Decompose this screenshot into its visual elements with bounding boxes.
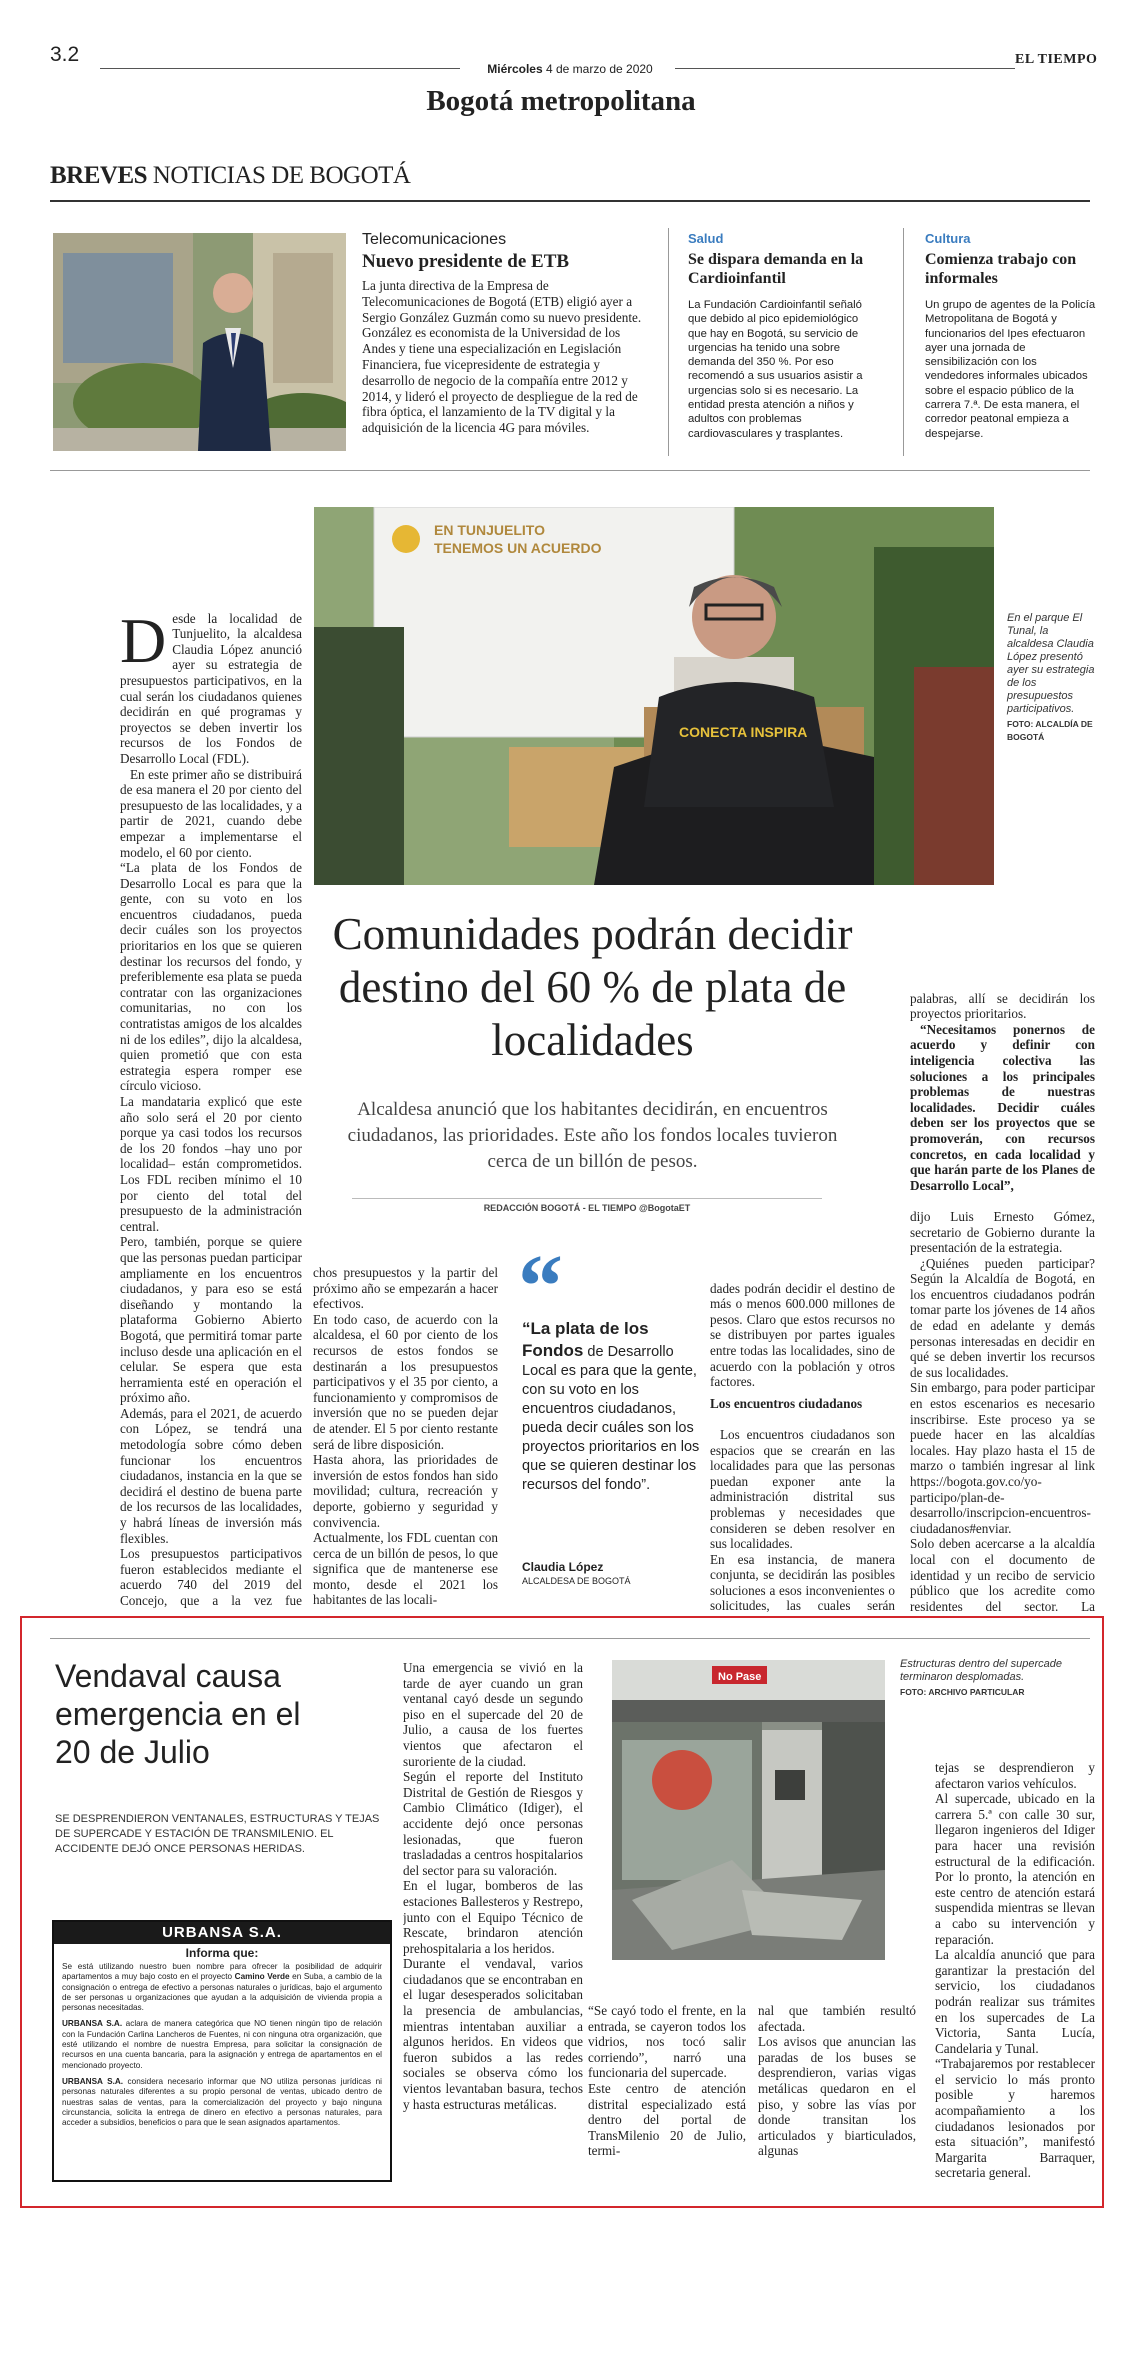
date-rest: 4 de marzo de 2020 (545, 62, 653, 76)
cultura-body: Un grupo de agentes de la Policía Metropolitana de Bogotá y funcionarios del Ipes efectuaron ayer una jornada de sensibilización con los vendedores informales ubicados sobre el espacio público de la carrera 7.ª. De esta manera, el corredor peatonal empieza a despejarse. (925, 299, 1096, 440)
salud-body: La Fundación Cardioinfantil señaló que debido al pico epidemiológico que hay en Bogotá, su servicio de urgencias ha tenido una sobre demanda del 350 %. Por eso recomendó a sus usuarios asistir a urgencias solo si es necesario. La entidad presta atención a niños y adultos con problemas cardiovasculares y trasplantes. (688, 299, 863, 440)
main-col5-body: ¿Quiénes pueden participar? Según la Alcaldía de Bogotá, en los encuentros ciudadanos podrán tomar parte los jóvenes de 14 años de edad en adelante y demás personas interesadas en decidir en qué se deben invertir los recursos de sus localidades. Sin embargo, para poder participar en estos escenarios es necesario inscribirse. Este proceso ya se puede hacer en las alcaldías locales. Hay plazo hasta el 15 de marzo o también ingresar al link https://bogota.gov.co/yo-participo/plan-de-desarrollo/inscripcion-encuentros-ciudadanos#enviar. Solo deben acercarse a la alcaldía local con el documento de identidad y un recibo de servicio público que los acredite como residentes del sector. La (910, 1255, 1095, 1614)
urbansa-ad-p3-b: considera necesario informar que NO utiliza personas jurídicas ni personas naturales diferentes a su propio personal de ventas, ubicado dentro de nuestras salas de ventas, para la comercialización del proyecto y bajo ninguna circunstancia, solicita la entrega de dinero en efectivo a personas naturales, para acceder a subsidios, beneficios o para que le sean asignados apartamentos. (62, 2076, 382, 2128)
byline-rule (352, 1198, 822, 1199)
quote-mark-icon: “ (518, 1237, 563, 1336)
cultura-title: Comienza trabajo con informales (925, 251, 1077, 287)
etb-title: Nuevo presidente de ETB (362, 251, 570, 272)
main-col5-top: palabras, allí se decidirán los proyectos prioritarios. (910, 990, 1095, 1022)
urbansa-ad-p2-a: URBANSA S.A. (62, 2019, 123, 2029)
etb-photo-illustration (53, 233, 346, 451)
date-day: Miércoles (487, 62, 543, 76)
main-deck: Alcaldesa anunció que los habitantes decidirán, en encuentros ciudadanos, las prioridades. Este año los fondos locales tuvieron cerca de un billón de pesos. (347, 1099, 838, 1172)
breves-divider-2 (903, 228, 904, 456)
main-headline: Comunidades podrán decidir destino del 60 % de plata de localidades (332, 909, 853, 1065)
main-caption-text: En el parque El Tunal, la alcaldesa Claudia López presentó ayer su estrategia de los presupuestos participativos. (1007, 612, 1095, 715)
etb-photo (53, 233, 346, 451)
urbansa-ad-p1 (62, 1962, 382, 2013)
drop-cap: D (120, 604, 167, 676)
main-photo-illustration (314, 507, 994, 885)
page-date (470, 62, 670, 76)
urbansa-ad-p2-b: aclara de manera categórica que NO tienen ningún tipo de relación con la Fundación Carlina Lancheros de Fuentes, ni con ninguna otra organización, que esté utilizando el nombre de nuestra Empresa, para solicitar la consignación de recursos en una cuenta bancaria, para la asignación y entrega de apartamentos en el mencionado proyecto. (62, 2019, 382, 2070)
photo-sign-line-2: TENEMOS UN ACUERDO (434, 540, 602, 556)
brand-logo: EL TIEMPO (1015, 52, 1098, 67)
salud-kicker: Salud (688, 231, 724, 246)
main-byline: REDACCIÓN BOGOTÁ - EL TIEMPO @BogotaET (483, 1203, 691, 1213)
urbansa-ad (52, 1920, 392, 2182)
vendaval-deck: SE DESPRENDIERON VENTANALES, ESTRUCTURAS Y TEJAS DE SUPERCADE Y ESTACIÓN DE TRANSMILENIO. EL ACCIDENTE DEJÓ ONCE PERSONAS HERIDAS. (55, 1813, 380, 1855)
salud-title: Se dispara demanda en la Cardioinfantil (688, 251, 864, 287)
vendaval-sign-text: No Pase (718, 1671, 762, 1683)
vendaval-col3: nal que también resultó afectada. Los avisos que anuncian las paradas de los buses se desprendieron, varias vigas metálicas quedaron en el piso, y sobre las vías por donde transitan los articulados y biarticulados, algunas (758, 2003, 916, 2159)
photo-sign-line-1: EN TUNJUELITO (434, 522, 545, 538)
main-col1 (120, 595, 302, 1610)
cultura-kicker: Cultura (925, 231, 971, 246)
breves-label (50, 162, 410, 190)
vendaval-photo-illustration (612, 1660, 885, 1960)
etb-kicker: Telecomunicaciones (362, 231, 507, 248)
header-rule-right (675, 68, 1015, 69)
urbansa-ad-p2 (62, 2019, 382, 2070)
pull-quote-bold: “La plata de los Fondos (522, 1319, 649, 1360)
urbansa-ad-p3 (62, 2077, 382, 2128)
vendaval-caption-credit: FOTO: ARCHIVO PARTICULAR (900, 1687, 1025, 1697)
vendaval-col4: tejas se desprendieron y afectaron varios vehículos. Al supercade, ubicado en la carrera 5.ª con calle 30 sur, llegaron ingenieros del Idiger para hacer una revisión estructural de la edificación. Por lo pronto, la atención en este centro de atención estará suspendida mientras se llevan a cabo su intervención y reparación. La alcaldía anunció que para garantizar la prestación del servicio, los ciudadanos podrán realizar sus trámites en los supercades de La Victoria, Santa Lucía, Candelaria y Tunal. “Trabajaremos por restablecer el servicio lo más pronto posible y haremos acompañamiento a los ciudadanos lesionados por esta situación”, manifestó Margarita Barraquer, secretaria general. (935, 1760, 1095, 2180)
main-col5-quote: “Necesitamos ponernos de acuerdo y definir con inteligencia colectiva las soluciones a los principales problemas de nuestras localidades. Decidir cuáles deben ser los proyectos que se promoverán, con recursos concretos, en cada localidad y que harán parte de los Planes de Desarrollo Local”, (910, 1021, 1095, 1193)
main-col4 (710, 1265, 895, 1615)
vendaval-photo (612, 1660, 885, 1960)
vendaval-col2: “Se cayó todo el frente, en la entrada, se cayeron todos los vidrios, nos tocó salir corriendo”, narró una funcionaria del supercade. Este centro de atención distrital especializado está dentro del portal de TransMilenio 20 de Julio, termi- (588, 2003, 746, 2159)
main-col4-body: dades podrán decidir el destino de más o menos 600.000 millones de pesos. Claro que estos recursos no se distribuyen por partes iguales entre todas las localidades, sino de acuerdo con la población y otros factores. (710, 1280, 895, 1390)
main-photo (314, 507, 994, 885)
urbansa-ad-brand: URBANSA S.A. (54, 1922, 390, 1944)
urbansa-ad-p1-b: Camino Verde (234, 1972, 290, 1982)
pull-quote-role: ALCALDESA DE BOGOTÁ (522, 1576, 631, 1586)
urbansa-ad-p1-a: Se está utilizando nuestro buen nombre para ofrecer la posibilidad de adquirir apartamentos a muy bajo costo en el proyecto (62, 1962, 382, 1982)
vendaval-caption (900, 1658, 1090, 1699)
breves-label-light: NOTICIAS DE BOGOTÁ (152, 162, 411, 189)
page-number: 3.2 (50, 43, 80, 66)
urbansa-ad-p3-a: URBANSA S.A. (62, 2076, 124, 2086)
vendaval-headline: Vendaval causa emergencia en el 20 de Julio (55, 1658, 301, 1770)
urbansa-ad-title: Informa que: (185, 1946, 259, 1960)
vendaval-col1: Una emergencia se vivió en la tarde de ayer cuando un gran ventanal cayó desde un segundo piso en el supercade del 20 de Julio, a causa de los fuertes vientos que afectaron el suroriente de la ciudad. Según el reporte del Instituto Distrital de Gestión de Riesgos y Cambio Climático (Idiger), el accidente dejó once personas lesionadas, que fueron trasladadas a centros hospitalarios del sector para su valoración. En el lugar, bomberos de las estaciones Ballesteros y Restrepo, junto con el Equipo Técnico de Rescate, brindaron atención prehospitalaria a los heridos. Durante el vendaval, varios ciudadanos que se encontraban en el lugar desesperados solicitaban la presencia de ambulancias, mientras intentaban auxiliar a algunos heridos. En videos que fueron subidos a las redes sociales se observa cómo los vientos levantaban basura, techos y hasta estructuras metálicas. (403, 1660, 583, 2112)
breves-label-bold: BREVES (50, 162, 148, 189)
main-caption-credit: FOTO: ALCALDÍA DE BOGOTÁ (1007, 719, 1093, 742)
breves-divider-1 (668, 228, 669, 456)
etb-body: La junta directiva de la Empresa de Telecomunicaciones de Bogotá (ETB) eligió ayer a Sergio González Guzmán como su nuevo presidente. González es economista de la Universidad de los Andes y tiene una especialización en Legislación Financiera, fue vicepresidente de estrategia y desarrollo de negocio de la compañía entre 2012 y 2014, y lideró el proyecto de despliegue de la red de fibra óptica, el lanzamiento de la TV digital y la adquisición de la licencia 4G para móviles. (362, 278, 642, 436)
photo-shirt-text: CONECTA INSPIRA (679, 724, 808, 740)
pull-quote-name: Claudia López (522, 1560, 604, 1574)
header-rule-left (100, 68, 460, 69)
breves-rule (50, 200, 1090, 202)
vendaval-top-rule (50, 1638, 1090, 1639)
vendaval-caption-text: Estructuras dentro del supercade terminaron desplomadas. (900, 1658, 1063, 1683)
main-col2: chos presupuestos y la partir del próximo año se empezarán a hacer efectivos. En todo caso, de acuerdo con la alcaldesa, el 60 por ciento de los recursos de estos fondos se destinarán a los presupuestos participativos y el 35 por ciento, a funcionamiento y compromisos de inversión que no se pueden dejar de atender. El 5 por ciento restante será de libre disposición. Hasta ahora, las prioridades de inversión de estos fondos han sido movilidad; cultura, recreación y deporte, gobierno y seguridad y convivencia. Actualmente, los FDL cuentan con cerca de un billón de pesos, lo que significa que de mantenerse ese monto, desde el 2021 los habitantes de las locali- (313, 1265, 498, 1608)
breves-bottom-rule (50, 470, 1090, 471)
main-col4-subhead: Los encuentros ciudadanos (710, 1395, 863, 1411)
main-col5 (910, 975, 1095, 1615)
main-photo-caption (1007, 612, 1097, 744)
pull-quote (522, 1318, 702, 1495)
main-col5-attrib: dijo Luis Ernesto Gómez, secretario de Gobierno durante la presentación de la estrategia. (910, 1208, 1095, 1256)
section-title: Bogotá metropolitana (426, 85, 696, 117)
main-col1-first: esde la localidad de Tunjuelito, la alcaldesa Claudia López anunció ayer su estrategia de presupuestos participativos, en la cual serán los ciudadanos quienes decidirán en qué programas y proyectos se deben invertir los recursos de los Fondos de Desarrollo Local (FDL). (120, 610, 302, 766)
main-col4-body2: Los encuentros ciudadanos son espacios que se crearán en las localidades para que las personas puedan exponer ante la administración distrital sus problemas y necesidades que consideren se deben resolver en sus localidades. En esa instancia, de manera conjunta, se decidirán las posibles soluciones a esos inconvenientes o solicitudes, las cuales serán (710, 1426, 895, 1614)
main-col1-body: En este primer año se distribuirá de esa manera el 20 por ciento del presupuesto de las localidades, y a partir de 2021, cuando debe empezar a implementarse el modelo, el 60 por ciento. “La plata de los Fondos de Desarrollo Local es para que la gente, con su voto en los encuentros ciudadanos, pueda decir cuáles son los proyectos prioritarios en los que se quieren destinar los recursos del fondo, y preferiblemente esa plata se pueda contratar con las organizaciones comunitarias, no con los contratistas amigos de los alcaldes ni de los ediles”, dijo la alcaldesa, quien prometió que con esta estrategia espera romper ese círculo vicioso. La mandataria explicó que este año solo será el 20 por ciento porque ya casi todos los recursos de los 20 fondos –hay uno por localidad– están comprometidos. Los FDL reciben mínimo el 10 por ciento del total del presupuesto de la administración central. Pero, también, porque se quiere que las personas puedan participar ampliamente en los encuentros ciudadanos, y para eso se está diseñando y montando la plataforma Gobierno Abierto Bogotá, que permitirá tomar parte incluso desde una aplicación en el celular. Se espera que esta herramienta esté en operación el próximo año. Además, para el 2021, de acuerdo con López, se tendrá una metodología sobre cómo deben funcionar los encuentros ciudadanos, instancia en la que se decidirá el destino de buena parte de los recursos de las localidades, y habrá líneas de inversión más flexibles. Los presupuestos participativos fueron establecidos mediante el acuerdo 740 del 2019 del Concejo, que a la vez fue (120, 766, 302, 1608)
pull-quote-rest: de Desarrollo Local es para que la gente, con su voto en los encuentros ciudadanos, pueda decir cuáles son los proyectos prioritarios en los que se quieren destinar los recursos del fondo”. (522, 1344, 700, 1493)
urbansa-ad-p1-c: en Suba, a cambio de la consignación o entrega de efectivo a personas naturales o jurídicas, bajo el argumento de ser personas u organizaciones que ayudan a la adquisición de vivienda propia a personas necesitadas. (62, 1972, 382, 2013)
